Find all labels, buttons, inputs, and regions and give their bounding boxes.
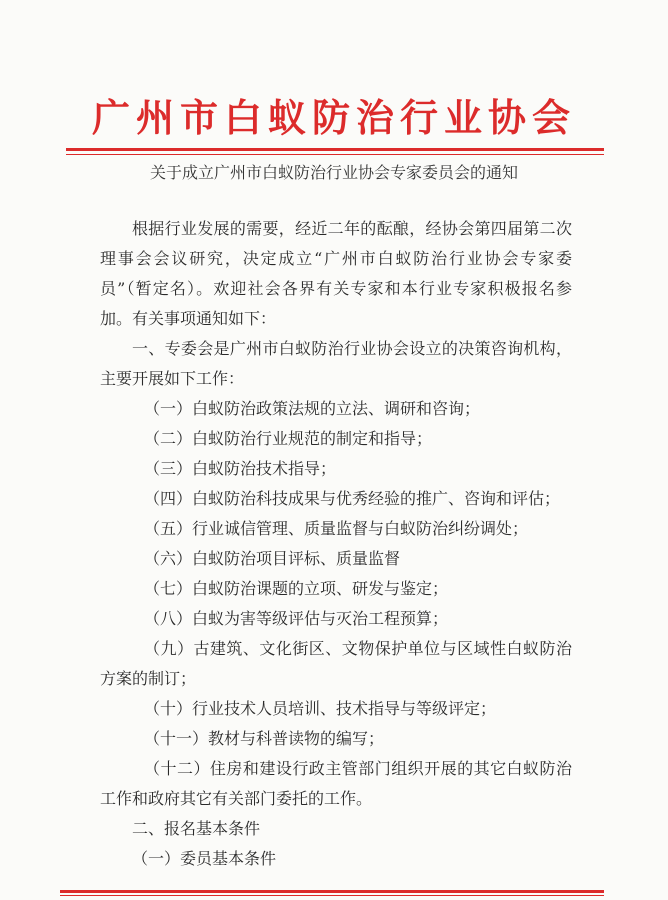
work-item: （六）白蚁防治项目评标、质量监督 bbox=[144, 549, 401, 568]
work-item: （十）行业技术人员培训、技术指导与等级评定； bbox=[144, 699, 497, 718]
notice-body bbox=[100, 214, 572, 874]
letterhead-org-name: 广州市白蚁防治行业协会 bbox=[91, 96, 576, 140]
work-item: （九）古建筑、文化街区、文物保护单位与区域性白蚁防治方案的制订； bbox=[100, 639, 572, 688]
work-item: （五）行业诚信管理、质量监督与白蚁防治纠纷调处； bbox=[144, 519, 529, 538]
subsection-1-heading: （一）委员基本条件 bbox=[132, 849, 277, 868]
section-2-heading: 二、报名基本条件 bbox=[132, 819, 261, 838]
intro-paragraph: 根据行业发展的需要，经近二年的酝酿，经协会第四届第二次理事会会议研究，决定成立“广州市白蚁防治行业协会专家委员”（暂定名）。欢迎社会各界有关专家和本行业专家积极报名参加。有关事项通知如下： bbox=[100, 219, 572, 328]
letterhead-rule-thick bbox=[66, 148, 604, 151]
work-item: （八）白蚁为害等级评估与灭治工程预算； bbox=[144, 609, 449, 628]
work-item: （二）白蚁防治行业规范的制定和指导； bbox=[144, 429, 433, 448]
letterhead-rule-thin bbox=[66, 154, 604, 155]
work-item: （十一）教材与科普读物的编写； bbox=[144, 729, 385, 748]
footer-rule-thin bbox=[60, 895, 604, 896]
work-item: （三）白蚁防治技术指导； bbox=[144, 459, 337, 478]
notice-title: 关于成立广州市白蚁防治行业协会专家委员会的通知 bbox=[149, 163, 518, 182]
work-item: （一）白蚁防治政策法规的立法、调研和咨询； bbox=[144, 399, 481, 418]
section-1-paragraph: 一、专委会是广州市白蚁防治行业协会设立的决策咨询机构，主要开展如下工作： bbox=[100, 339, 572, 388]
work-item: （十二）住房和建设行政主管部门组织开展的其它白蚁防治工作和政府其它有关部门委托的工作。 bbox=[100, 759, 572, 808]
footer-rule-thick bbox=[60, 890, 604, 893]
work-item: （七）白蚁防治课题的立项、研发与鉴定； bbox=[144, 579, 449, 598]
work-item: （四）白蚁防治科技成果与优秀经验的推广、咨询和评估； bbox=[144, 489, 561, 508]
